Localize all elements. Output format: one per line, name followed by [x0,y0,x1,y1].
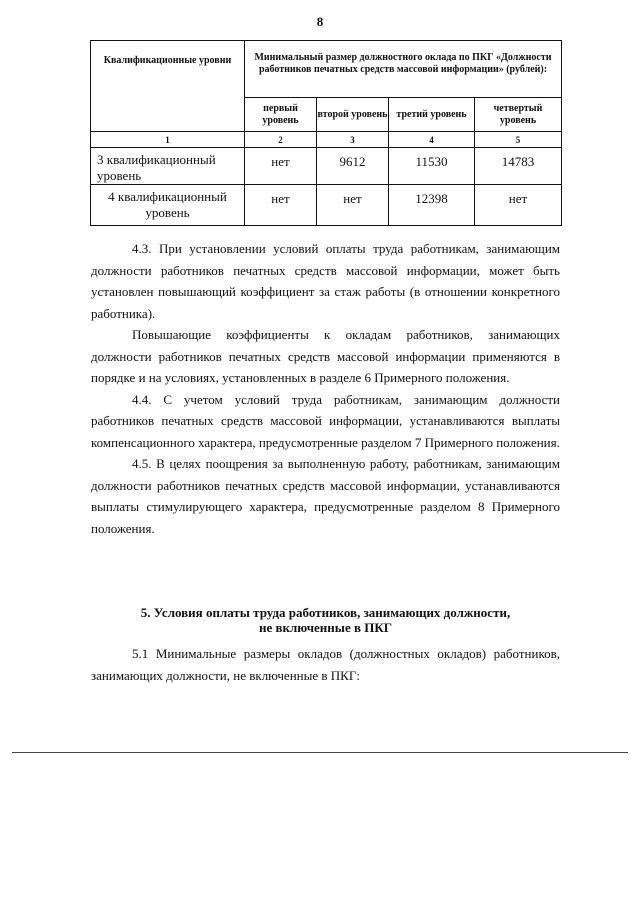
paragraph-coefficients: Повышающие коэффициенты к окладам работников, занимающих должности работников печатных средств массовой информации применяются в порядке и на условиях, установленных в разделе 6 Примерного положения. [91,327,560,385]
paragraph-4-4: 4.4. С учетом условий труда работникам, занимающим должности работников печатных средств массовой информации, устанавливаются выплаты компенсационного характера, предусмотренные разделом 7 Примерного положения. [91,391,560,450]
paragraph-4-3: 4.3. При установлении условий оплаты труда работникам, занимающим должности работников печатных средств массовой информации, может быть установлен повышающий коэффициент за стаж работы (в отношении конкретного работника). [91,241,560,321]
section-heading-line: не включенные в ПКГ [258,620,393,635]
qualification-level-cell: 3 квалификационный уровень [91,148,245,185]
qualification-levels-header: Квалификационные уровни [91,41,245,132]
column-number-row [91,132,562,148]
paragraph-5-1: 5.1 Минимальные размеры окладов (должностных окладов) работников, занимающих должности, не включенные в ПКГ: [91,646,560,683]
second-level-header: второй уровень [317,98,389,132]
column-number: 2 [245,132,317,148]
salary-cell: 12398 [389,185,475,226]
column-number: 4 [389,132,475,148]
table-row [91,148,562,185]
salary-cell: нет [317,185,389,226]
salary-cell: нет [475,185,562,226]
body-paragraphs [91,238,560,539]
fourth-level-header: четвертый уровень [475,98,562,132]
salary-cell: 11530 [389,148,475,185]
column-number: 3 [317,132,389,148]
section-5-body [91,643,560,686]
section-5-heading [91,605,560,635]
paragraph-4-5: 4.5. В целях поощрения за выполненную работу, работникам, занимающим должности работников печатных средств массовой информации, устанавливаются выплаты стимулирующего характера, предусмотренные разделом 8 Примерного положения. [91,456,560,536]
column-number: 5 [475,132,562,148]
qualification-level-cell: 4 квалификационный уровень [91,185,245,226]
salary-cell: нет [245,185,317,226]
table-row [91,185,562,226]
page-number: 8 [316,14,324,29]
column-number: 1 [91,132,245,148]
bottom-divider [12,752,628,753]
min-salary-group-header: Минимальный размер должностного оклада по ПКГ «Должности работников печатных средств массовой информации» (рублей): [245,41,562,98]
salary-cell: 14783 [475,148,562,185]
first-level-header: первый уровень [245,98,317,132]
section-heading-line: 5. Условия оплаты труда работников, занимающих должности, [140,605,511,620]
salary-table [90,40,562,226]
salary-cell: 9612 [317,148,389,185]
salary-cell: нет [245,148,317,185]
third-level-header: третий уровень [389,98,475,132]
